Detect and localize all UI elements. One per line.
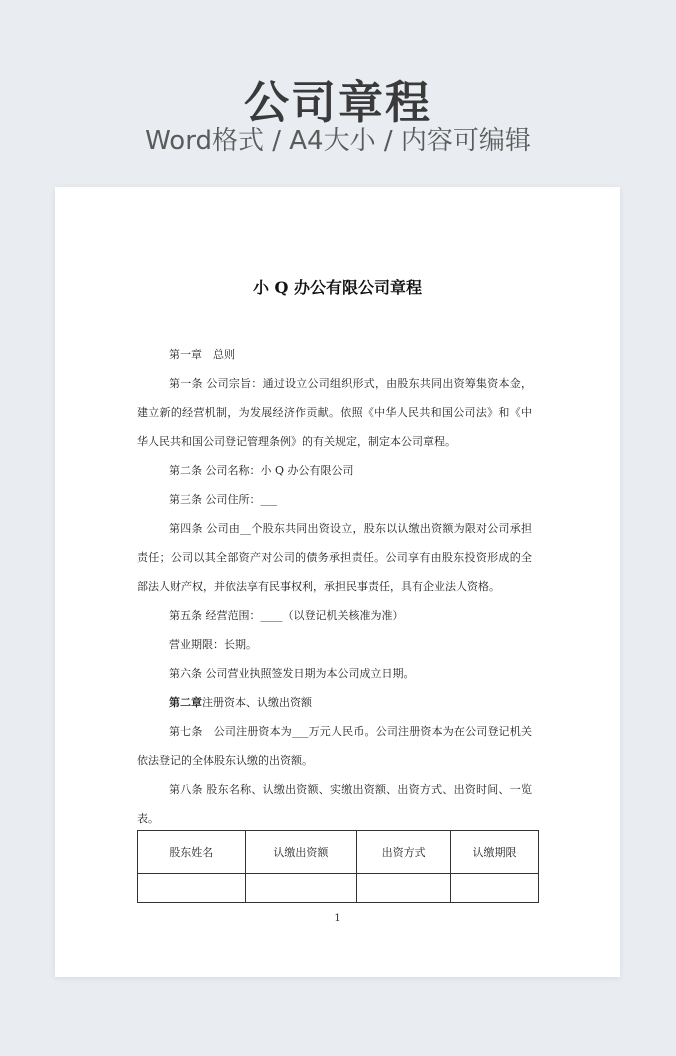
article-7: 第七条 公司注册资本为___万元人民币。公司注册资本为在公司登记机关依法登记的全体股东认缴的出资额。 (137, 725, 532, 767)
article-8: 第八条 股东名称、认缴出资额、实缴出资额、出资方式、出资时间、一览表。 (137, 783, 532, 825)
chapter-heading-2 (169, 688, 564, 717)
table-header-cell: 出资方式 (357, 831, 451, 874)
page-number: 1 (334, 913, 341, 924)
page-title: 公司章程 (243, 76, 432, 129)
table-cell (245, 874, 357, 903)
table-header-row (138, 831, 539, 874)
business-term: 营业期限：长期。 (169, 638, 257, 651)
table-cell (138, 874, 246, 903)
table-cell (451, 874, 539, 903)
table-header-cell: 股东姓名 (138, 831, 246, 874)
table-cell (357, 874, 451, 903)
page-subtitle: Word格式 / A4大小 / 内容可编辑 (145, 126, 531, 156)
article-3: 第三条 公司住所：___ (169, 493, 277, 506)
article-2: 第二条 公司名称：小 Q 办公有限公司 (169, 464, 354, 477)
article-4: 第四条 公司由__个股东共同出资设立，股东以认缴出资额为限对公司承担责任；公司以其全部资产对公司的债务承担责任。公司享有由股东投资形成的全部法人财产权，并依法享有民事权利，承担民事责任，具有企业法人资格。 (137, 522, 532, 593)
chapter-heading-1: 第一章 总则 (169, 348, 235, 361)
document-page (55, 187, 620, 977)
table-header-cell: 认缴期限 (451, 831, 539, 874)
article-1: 第一条 公司宗旨：通过设立公司组织形式，由股东共同出资筹集资本金，建立新的经营机制，为发展经济作贡献。依照《中华人民共和国公司法》和《中华人民共和国公司登记管理条例》的有关规定，制定本公司章程。 (137, 377, 532, 448)
shareholder-table (137, 830, 539, 903)
article-5: 第五条 经营范围：____（以登记机关核准为准） (169, 609, 404, 622)
table-header-cell: 认缴出资额 (245, 831, 357, 874)
chapter-2-title: 注册资本、认缴出资额 (202, 696, 312, 709)
chapter-2-label: 第二章 (169, 696, 202, 709)
table-row (138, 874, 539, 903)
article-6: 第六条 公司营业执照签发日期为本公司成立日期。 (169, 667, 415, 680)
document-title: 小 Q 办公有限公司章程 (252, 278, 423, 297)
